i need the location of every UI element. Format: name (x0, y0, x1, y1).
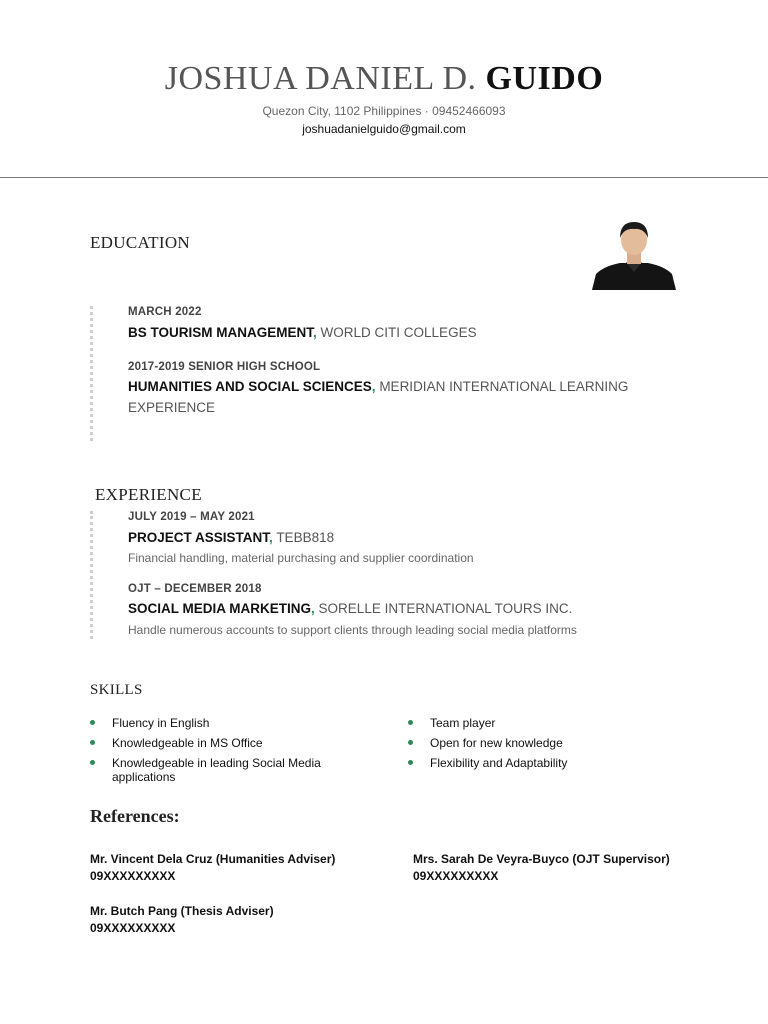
company-name: TEBB818 (276, 530, 335, 545)
contact-address: Quezon City, 1102 Philippines · 09452466093 (262, 104, 506, 118)
header-divider (0, 177, 768, 178)
skill-item: Team player (408, 716, 678, 730)
skill-item: Open for new knowledge (408, 736, 678, 750)
reference-phone: 09XXXXXXXXX (413, 869, 499, 883)
school-name: MERIDIAN INTERNATIONAL LEARNING (379, 379, 629, 394)
reference-name: Mr. Vincent Dela Cruz (Humanities Adviser) (90, 852, 336, 866)
skill-item: Fluency in English (90, 716, 360, 730)
education-title: BS TOURISM MANAGEMENT, WORLD CITI COLLEGES (128, 325, 477, 340)
references-heading: References: (90, 806, 180, 826)
reference-phone: 09XXXXXXXXX (90, 869, 176, 883)
job-title: PROJECT ASSISTANT (128, 530, 270, 545)
school-name: WORLD CITI COLLEGES (320, 325, 477, 340)
strand-title: HUMANITIES AND SOCIAL SCIENCES (128, 379, 372, 394)
skill-item: Knowledgeable in leading Social Media applications (90, 756, 360, 784)
skills-list-right (408, 716, 678, 776)
education-date: MARCH 2022 (128, 306, 202, 318)
reference-entry (90, 903, 274, 937)
person-portrait-icon (590, 216, 678, 290)
experience-heading: EXPERIENCE (95, 485, 202, 504)
reference-entry (90, 851, 335, 885)
reference-name: Mr. Butch Pang (Thesis Adviser) (90, 904, 274, 918)
degree-title: BS TOURISM MANAGEMENT (128, 325, 314, 340)
reference-name: Mrs. Sarah De Veyra-Buyco (OJT Supervisor) (413, 852, 670, 866)
first-names: JOSHUA DANIEL D. (164, 60, 477, 97)
skills-heading: SKILLS (90, 682, 143, 698)
experience-date: JULY 2019 – MAY 2021 (128, 511, 255, 523)
education-heading: EDUCATION (90, 233, 190, 252)
skill-item: Knowledgeable in MS Office (90, 736, 360, 750)
reference-entry (413, 851, 670, 885)
school-name-line2: EXPERIENCE (128, 400, 216, 415)
experience-description: Financial handling, material purchasing and supplier coordination (128, 551, 474, 565)
contact-email: joshuadanielguido@gmail.com (302, 122, 466, 136)
experience-title: SOCIAL MEDIA MARKETING, SORELLE INTERNATIONAL TOURS INC. (128, 601, 573, 616)
education-date: 2017-2019 SENIOR HIGH SCHOOL (128, 361, 321, 373)
company-name: SORELLE INTERNATIONAL TOURS INC. (318, 601, 573, 616)
reference-phone: 09XXXXXXXXX (90, 921, 176, 935)
skill-item: Flexibility and Adaptability (408, 756, 678, 770)
education-title: HUMANITIES AND SOCIAL SCIENCES, MERIDIAN INTERNATIONAL LEARNING (128, 379, 629, 394)
resume-name (0, 60, 768, 98)
experience-description: Handle numerous accounts to support clients through leading social media platforms (128, 623, 577, 637)
job-title: SOCIAL MEDIA MARKETING (128, 601, 312, 616)
profile-photo (590, 216, 678, 290)
experience-title: PROJECT ASSISTANT, TEBB818 (128, 530, 335, 545)
education-timeline (90, 306, 93, 441)
skills-list-left (90, 716, 360, 790)
last-name: GUIDO (485, 60, 604, 97)
experience-timeline (90, 511, 93, 639)
experience-date: OJT – DECEMBER 2018 (128, 583, 262, 595)
